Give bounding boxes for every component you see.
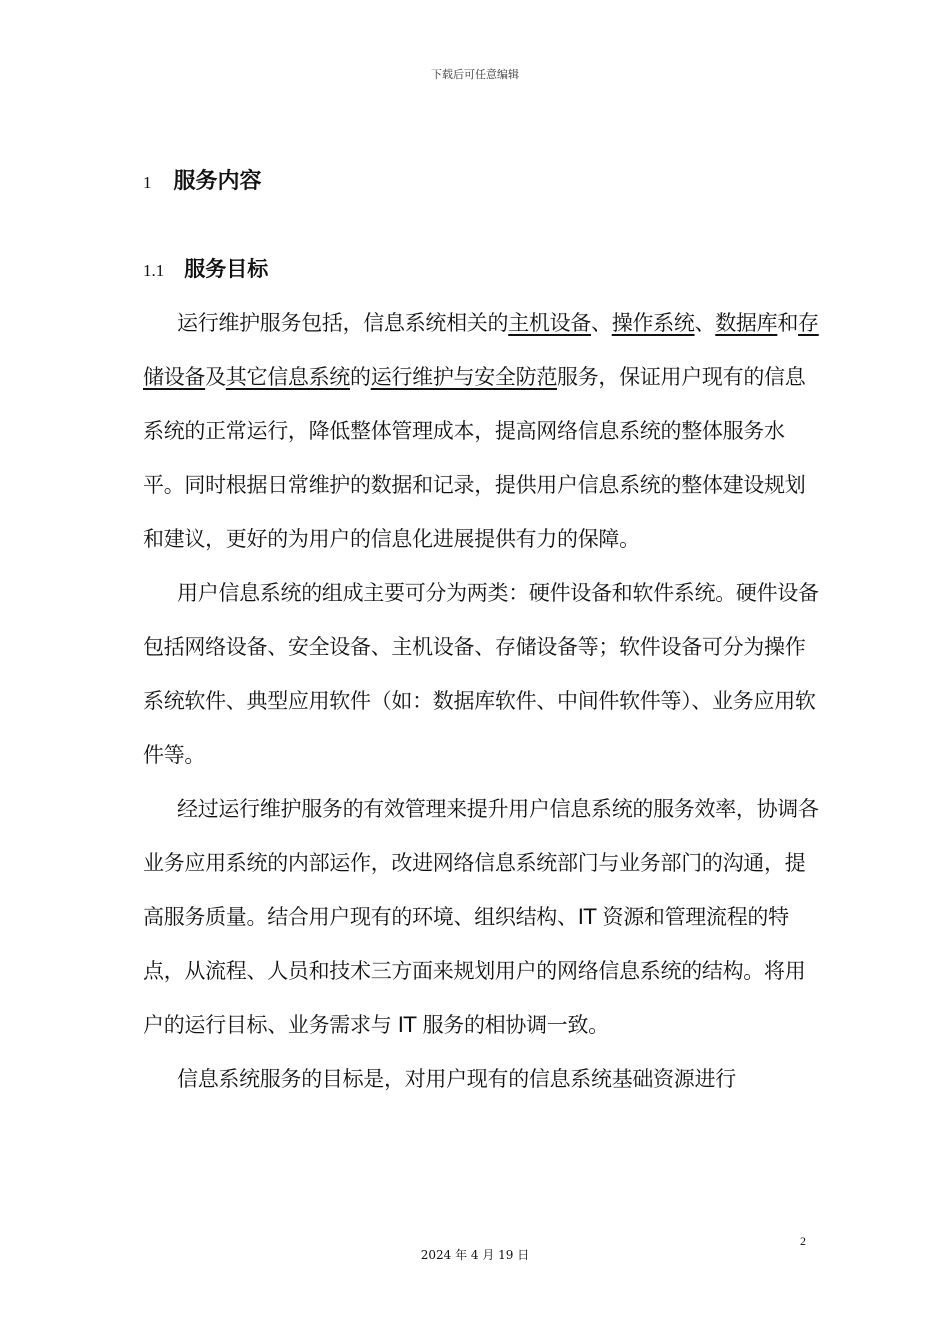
text-run: 服务，保证用户现有的信息系统的正常运行，降低整体管理成本，提高网络信息系统的整体服务水平。同时根据日常维护的数据和记录，提供用户信息系统的整体建设规划和建议，更好的为用户的信息化进展提供有力的保障。 — [143, 365, 806, 551]
text-run: 运行维护服务包括，信息系统相关的 — [177, 311, 509, 335]
underlined-term: 存储设备 — [143, 311, 819, 389]
heading-1-number: 1 — [143, 173, 152, 192]
underlined-term: 其它信息系统 — [225, 365, 351, 389]
body-text — [143, 296, 823, 1106]
heading-2 — [143, 253, 268, 283]
paragraph-2: 用户信息系统的组成主要可分为两类：硬件设备和软件系统。硬件设备包括网络设备、安全设备、主机设备、存储设备等；软件设备可分为操作系统软件、典型应用软件（如：数据库软件、中间件软件等）、业务应用软件等。 — [143, 581, 819, 767]
text-run: 的 — [350, 365, 371, 389]
heading-1-title: 服务内容 — [173, 169, 262, 194]
text-run: 、 — [694, 311, 716, 335]
paragraph-1 — [143, 296, 823, 566]
text-run: 和 — [777, 311, 799, 335]
page-number: 2 — [800, 1234, 806, 1248]
underlined-term: 数据库 — [715, 311, 778, 335]
underlined-term: 操作系统 — [611, 311, 695, 335]
text-run: 、 — [591, 311, 612, 335]
heading-2-number: 1.1 — [143, 261, 165, 280]
underlined-term: 运行维护与安全防范 — [370, 365, 558, 389]
footer-date: 2024 年 4 月 19 日 — [420, 1248, 530, 1262]
underlined-term: 主机设备 — [508, 311, 592, 335]
paragraph-4: 信息系统服务的目标是，对用户现有的信息系统基础资源进行 — [177, 1067, 736, 1091]
heading-2-title: 服务目标 — [184, 257, 269, 281]
heading-1 — [143, 164, 262, 195]
header-note: 下载后可任意编辑 — [431, 68, 519, 81]
paragraph-3: 经过运行维护服务的有效管理来提升用户信息系统的服务效率，协调各业务应用系统的内部运作，改进网络信息系统部门与业务部门的沟通，提高服务质量。结合用户现有的环境、组织结构、IT 资源和管理流程的特点，从流程、人员和技术三方面来规划用户的网络信息系统的结构。将用户的运行目标、业务需求与 IT 服务的相协调一致。 — [143, 797, 819, 1037]
text-run: 及 — [205, 365, 226, 389]
